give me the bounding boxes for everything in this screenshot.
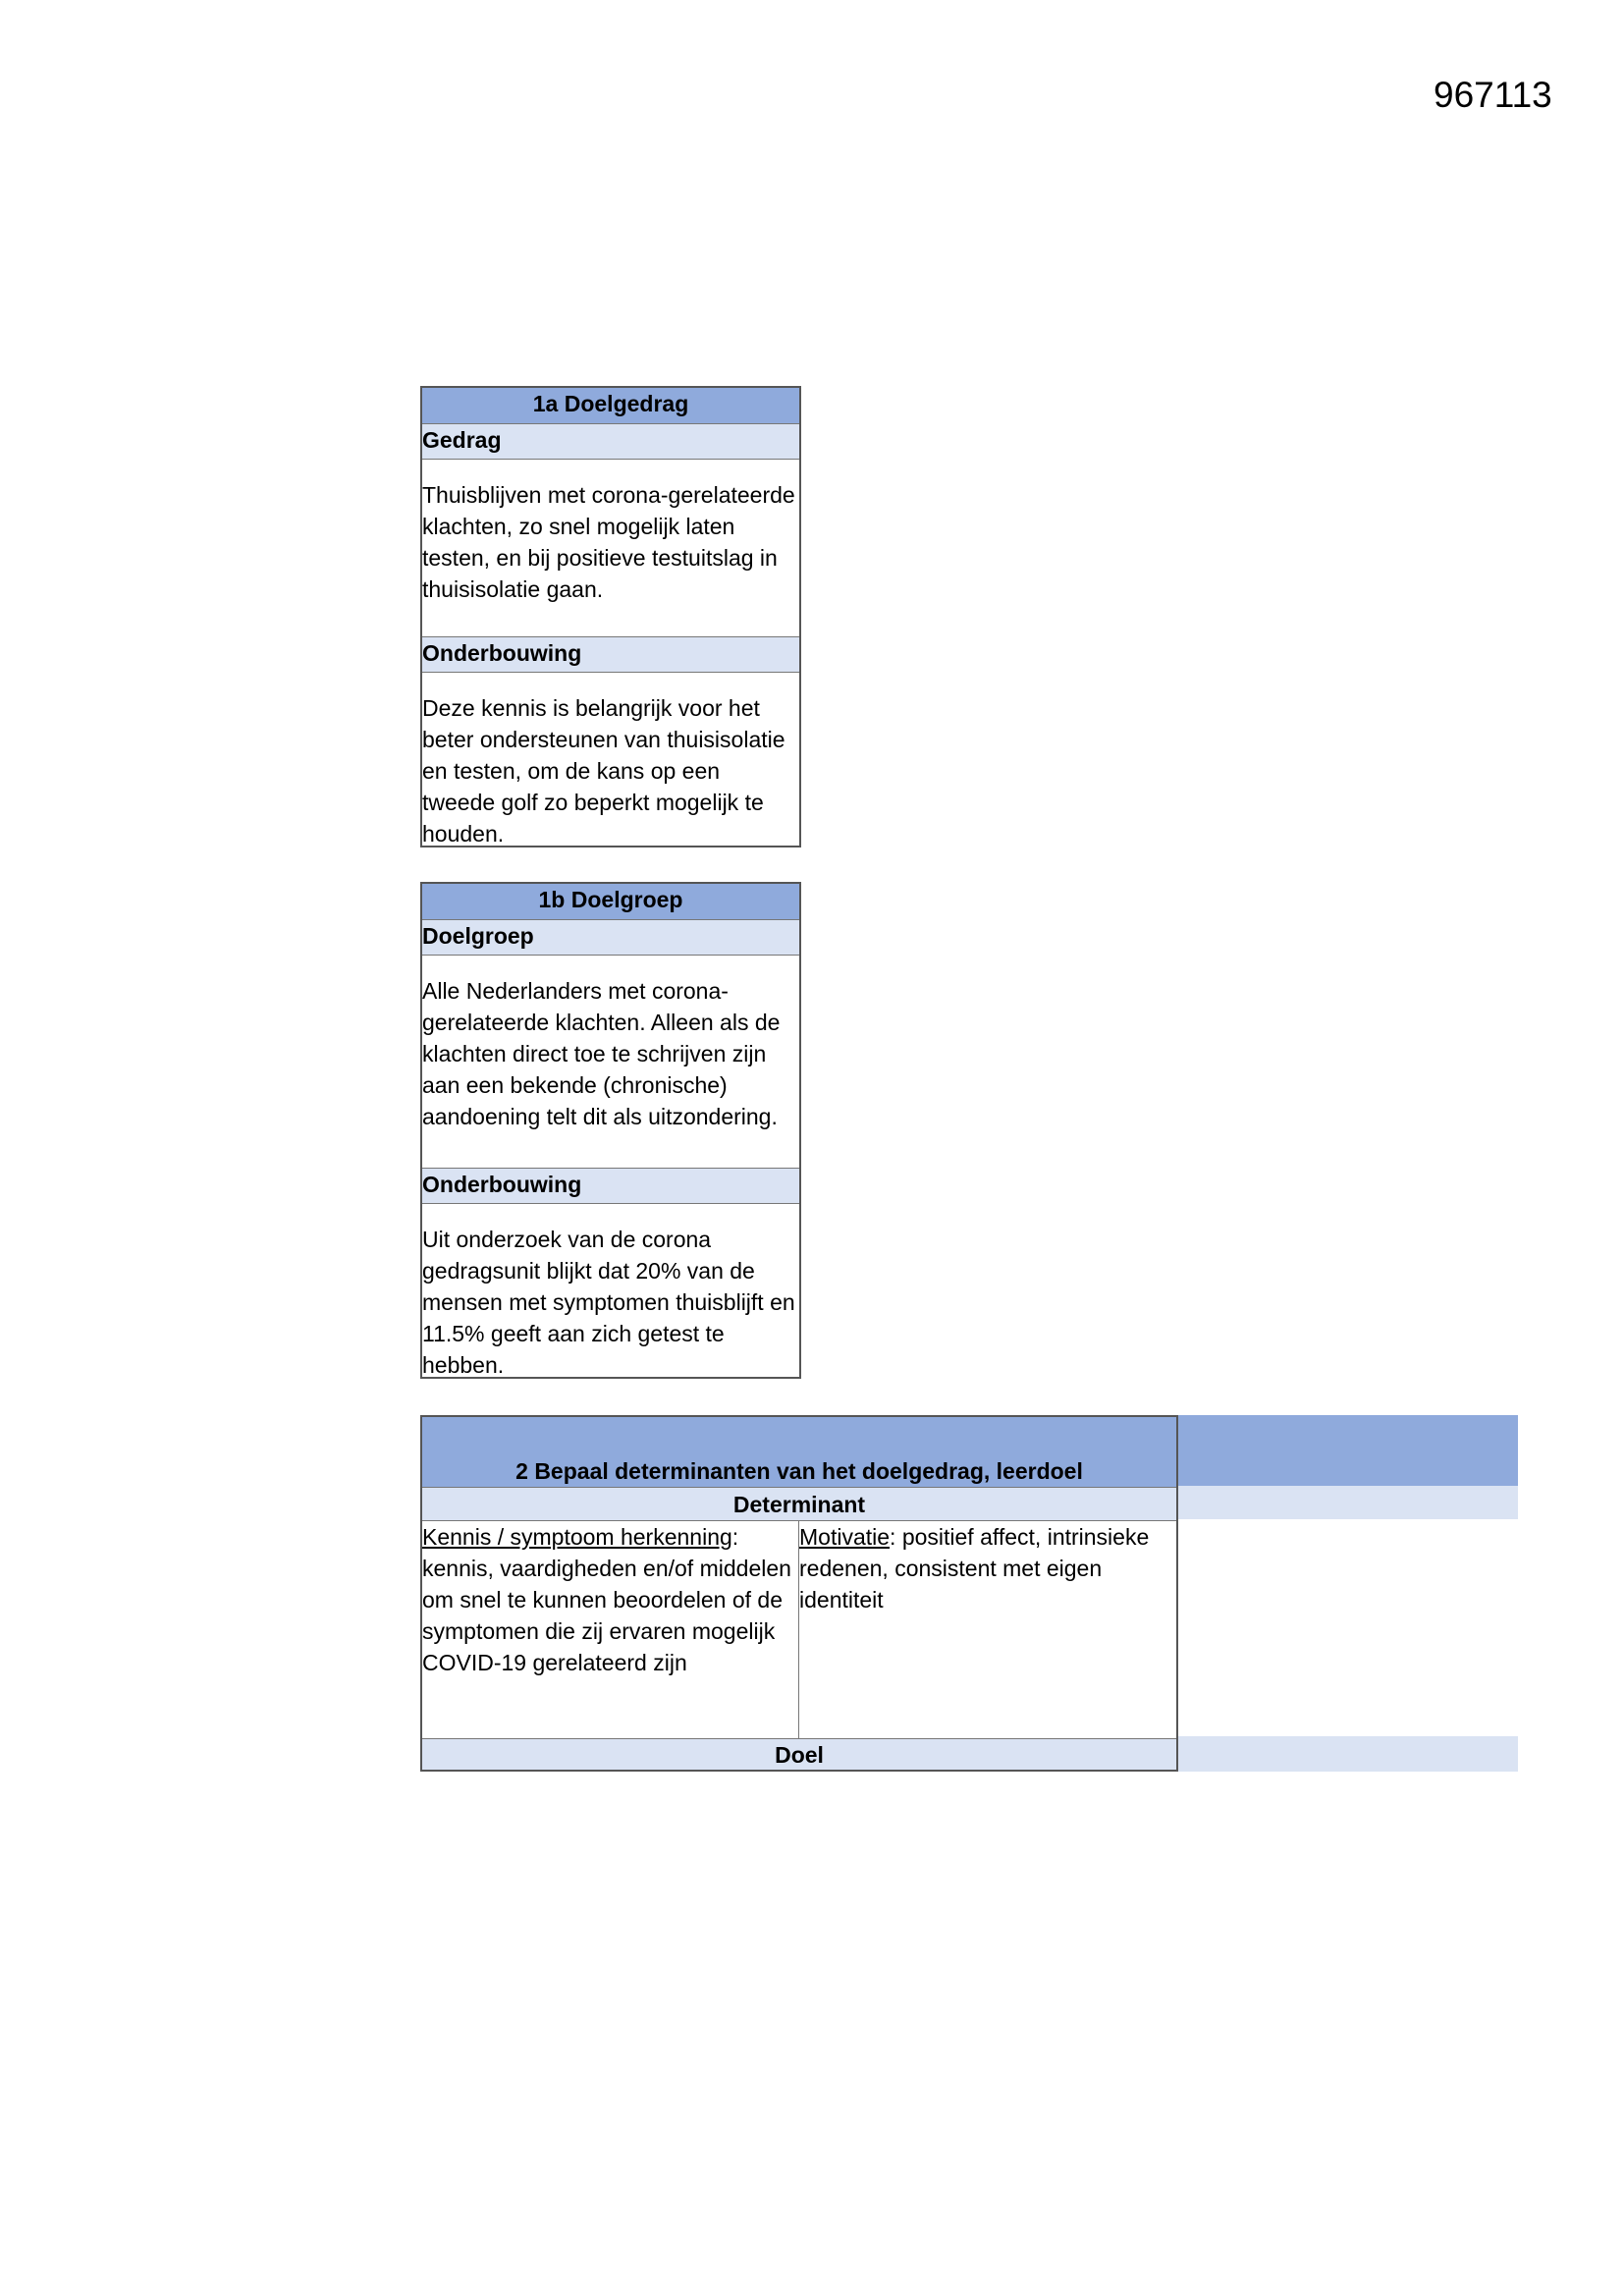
table-1a-gedrag-text: Thuisblijven met corona-gerelateerde klachten, zo snel mogelijk laten testen, en bij positieve testuitslag in thuisisolatie gaan. <box>422 460 799 637</box>
table-1b-onderbouwing-text: Uit onderzoek van de corona gedragsunit blijkt dat 20% van de mensen met symptomen thuisblijft en 11.5% geeft aan zich getest te hebben. <box>422 1227 795 1378</box>
table-1a-doelgedrag <box>420 386 801 847</box>
kennis-description: : kennis, vaardigheden en/of middelen om snel te kunnen beoordelen of de symptomen die zij ervaren mogelijk COVID-19 gerelateerd zijn <box>422 1524 791 1675</box>
table-2-cell-kennis <box>422 1521 799 1738</box>
motivatie-term: Motivatie <box>799 1524 891 1550</box>
table-1b-header: 1b Doelgroep <box>422 884 799 920</box>
table-2-main <box>420 1415 1178 1772</box>
table-2-doel-label: Doel <box>422 1738 1176 1770</box>
table-1a-onderbouwing-label: Onderbouwing <box>422 637 799 673</box>
table-2-extension-header <box>1178 1415 1518 1486</box>
table-1b-doelgroep <box>420 882 801 1379</box>
kennis-term: Kennis / symptoom herkenning <box>422 1524 732 1550</box>
table-1a-onderbouwing-text: Deze kennis is belangrijk voor het beter ondersteunen van thuisisolatie en testen, om de kans op een tweede golf zo beperkt mogelijk te houden. <box>422 695 785 847</box>
table-1a-header: 1a Doelgedrag <box>422 388 799 424</box>
table-2-extension-doel-row <box>1178 1736 1518 1772</box>
table-1a-gedrag-label: Gedrag <box>422 424 799 460</box>
motivatie-description: : positief affect, intrinsieke redenen, consistent met eigen identiteit <box>799 1524 1150 1613</box>
table-2-determinant-label: Determinant <box>422 1488 1176 1521</box>
table-2-determinanten <box>420 1415 1518 1772</box>
table-1b-doelgroep-label: Doelgroep <box>422 920 799 956</box>
table-2-cell-motivatie <box>799 1521 1176 1738</box>
table-2-header: 2 Bepaal determinanten van het doelgedrag, leerdoel <box>422 1417 1176 1488</box>
table-1b-doelgroep-text: Alle Nederlanders met corona-gerelateerde klachten. Alleen als de klachten direct toe te schrijven zijn aan een bekende (chronische) aandoening telt dit als uitzondering. <box>422 956 799 1169</box>
table-1b-onderbouwing-label: Onderbouwing <box>422 1169 799 1204</box>
document-number: 967113 <box>1434 75 1552 115</box>
table-2-extension-subheader <box>1178 1486 1518 1519</box>
